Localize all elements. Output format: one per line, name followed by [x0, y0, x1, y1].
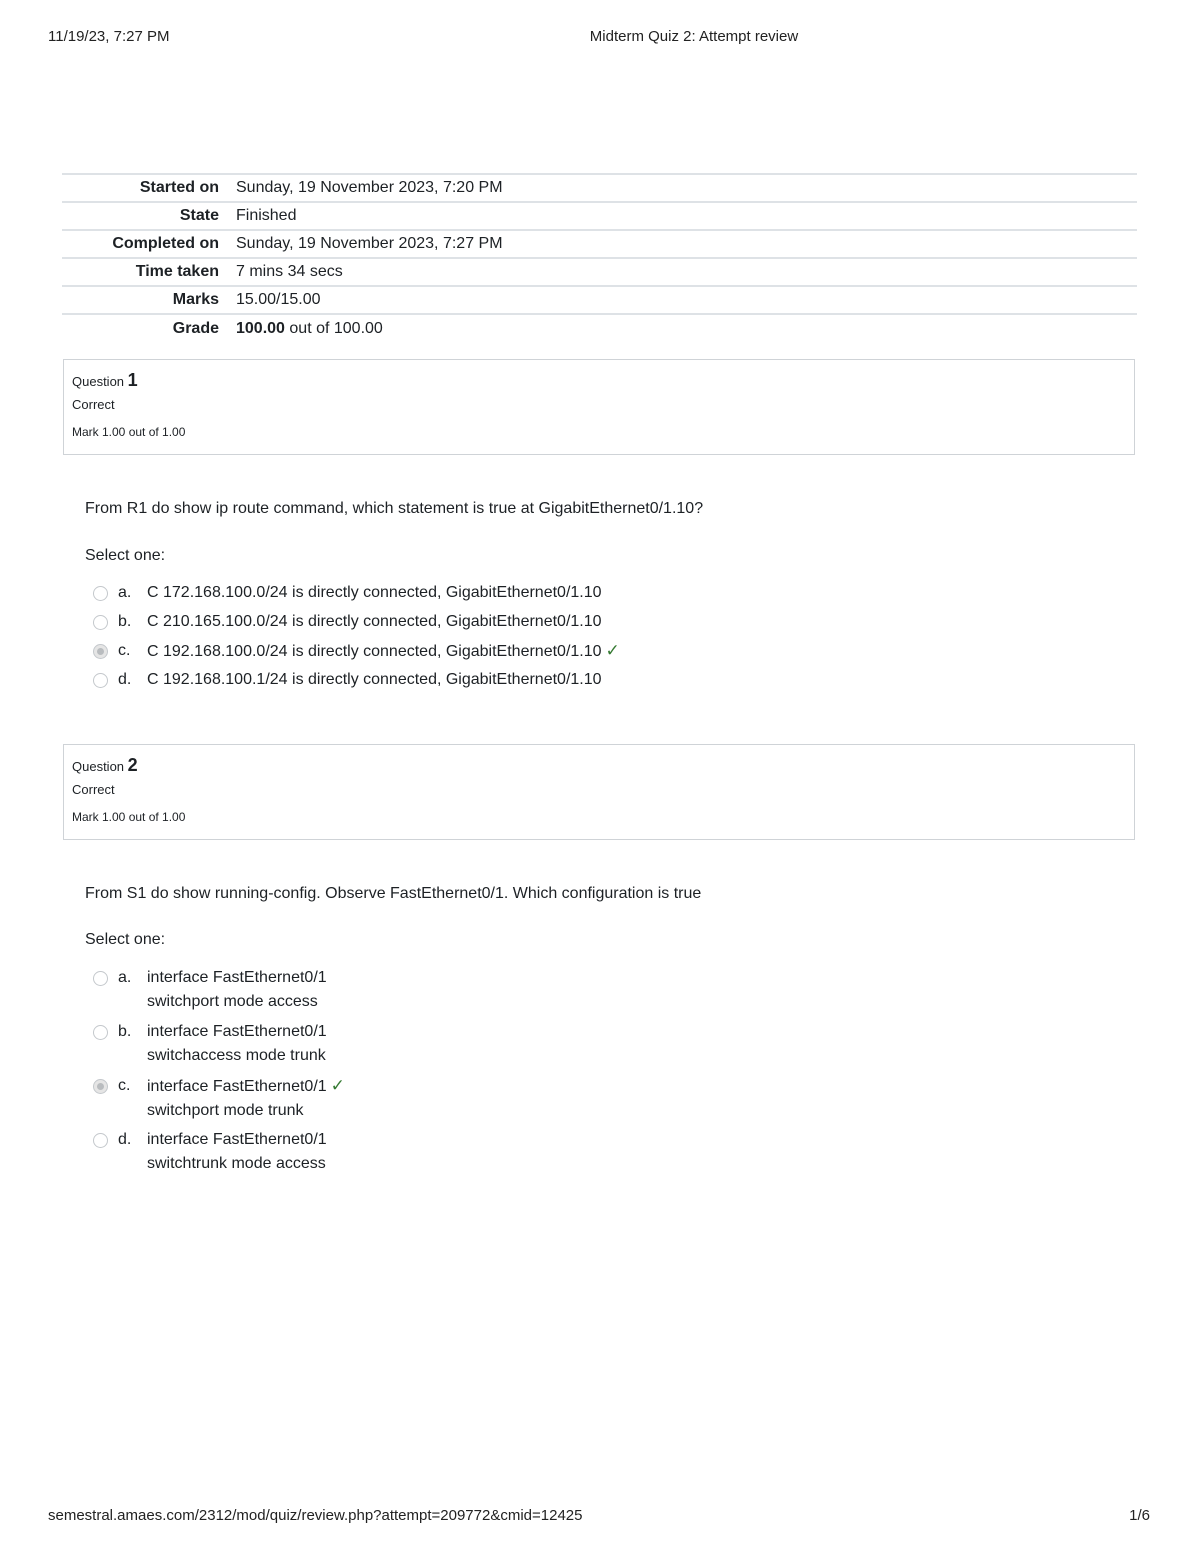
radio-button[interactable] [93, 1133, 108, 1148]
print-page-number: 1/6 [1129, 1507, 1150, 1524]
summary-row-grade [62, 315, 1137, 343]
print-page-title: Midterm Quiz 2: Attempt review [589, 28, 799, 45]
summary-label: Completed on [112, 235, 219, 252]
question-2-info [63, 744, 1135, 840]
option-letter: c. [118, 1077, 131, 1094]
radio-button[interactable] [93, 615, 108, 630]
option-letter: b. [118, 1023, 132, 1040]
option-line-2: switchport mode trunk [147, 1102, 304, 1119]
option-line-1: interface FastEthernet0/1 [147, 1078, 327, 1095]
summary-label: State [179, 207, 219, 224]
option-text: C 210.165.100.0/24 is directly connected, GigabitEthernet0/1.10 [147, 613, 602, 630]
print-datetime: 11/19/23, 7:27 PM [48, 28, 170, 45]
summary-value: 7 mins 34 secs [236, 263, 343, 280]
summary-label: Marks [172, 291, 219, 308]
question-2-text: From S1 do show running-config. Observe FastEthernet0/1. Which configuration is true [85, 885, 702, 902]
summary-value: 15.00/15.00 [236, 291, 321, 308]
option-letter: a. [118, 969, 132, 986]
option-letter: b. [118, 613, 132, 630]
radio-button[interactable] [93, 1025, 108, 1040]
option-line-2: switchaccess mode trunk [147, 1047, 326, 1064]
option-text: C 192.168.100.1/24 is directly connected, GigabitEthernet0/1.10 [147, 671, 602, 688]
summary-label: Started on [139, 179, 219, 196]
option-line-1: interface FastEthernet0/1 [147, 1131, 327, 1148]
option-line-2: switchtrunk mode access [147, 1155, 326, 1172]
question-number-value: 1 [127, 370, 138, 390]
question-1-text: From R1 do show ip route command, which statement is true at GigabitEthernet0/1.10? [85, 500, 704, 517]
option-line-1: interface FastEthernet0/1 [147, 969, 327, 986]
option-text [147, 1020, 327, 1068]
print-header [48, 28, 1152, 48]
option-text [147, 1128, 327, 1176]
question-mark: Mark 1.00 out of 1.00 [72, 425, 186, 439]
option-text-wrap [147, 639, 620, 664]
radio-button-selected[interactable] [93, 644, 108, 659]
question-state: Correct [72, 397, 115, 412]
option-line-2: switchport mode access [147, 993, 318, 1010]
option-letter: d. [118, 671, 132, 688]
grade-suffix: out of 100.00 [289, 320, 383, 337]
summary-label: Grade [172, 320, 219, 337]
print-footer [48, 1507, 1150, 1527]
check-icon: ✓ [330, 1076, 345, 1095]
option-letter: a. [118, 584, 132, 601]
option-text: C 192.168.100.0/24 is directly connected, GigabitEthernet0/1.10 [147, 643, 602, 660]
print-url: semestral.amaes.com/2312/mod/quiz/review.php?attempt=209772&cmid=12425 [48, 1507, 583, 1524]
radio-button[interactable] [93, 586, 108, 601]
question-label: Question [72, 374, 125, 389]
summary-row-started-on [62, 175, 1137, 203]
question-number-value: 2 [127, 755, 138, 775]
question-number [72, 755, 1126, 776]
summary-label: Time taken [135, 263, 219, 280]
question-label: Question [72, 759, 125, 774]
question-number [72, 370, 1126, 391]
summary-value: Sunday, 19 November 2023, 7:27 PM [236, 235, 503, 252]
question-1-info [63, 359, 1135, 455]
radio-button-selected[interactable] [93, 1079, 108, 1094]
check-icon: ✓ [605, 641, 620, 660]
question-2-prompt: Select one: [85, 931, 166, 948]
summary-row-marks [62, 287, 1137, 315]
option-letter: d. [118, 1131, 132, 1148]
option-text: C 172.168.100.0/24 is directly connected, GigabitEthernet0/1.10 [147, 584, 602, 601]
summary-row-time-taken [62, 259, 1137, 287]
summary-value [219, 320, 383, 338]
summary-row-state [62, 203, 1137, 231]
summary-value: Sunday, 19 November 2023, 7:20 PM [236, 179, 503, 196]
grade-value: 100.00 [236, 320, 285, 337]
attempt-summary-table [62, 173, 1137, 343]
option-text [147, 966, 327, 1014]
radio-button[interactable] [93, 971, 108, 986]
question-state: Correct [72, 782, 115, 797]
option-letter: c. [118, 642, 131, 659]
summary-value: Finished [236, 207, 297, 224]
summary-row-completed-on [62, 231, 1137, 259]
option-text [147, 1074, 345, 1123]
question-mark: Mark 1.00 out of 1.00 [72, 810, 186, 824]
radio-button[interactable] [93, 673, 108, 688]
option-line-1: interface FastEthernet0/1 [147, 1023, 327, 1040]
question-1-prompt: Select one: [85, 547, 166, 564]
